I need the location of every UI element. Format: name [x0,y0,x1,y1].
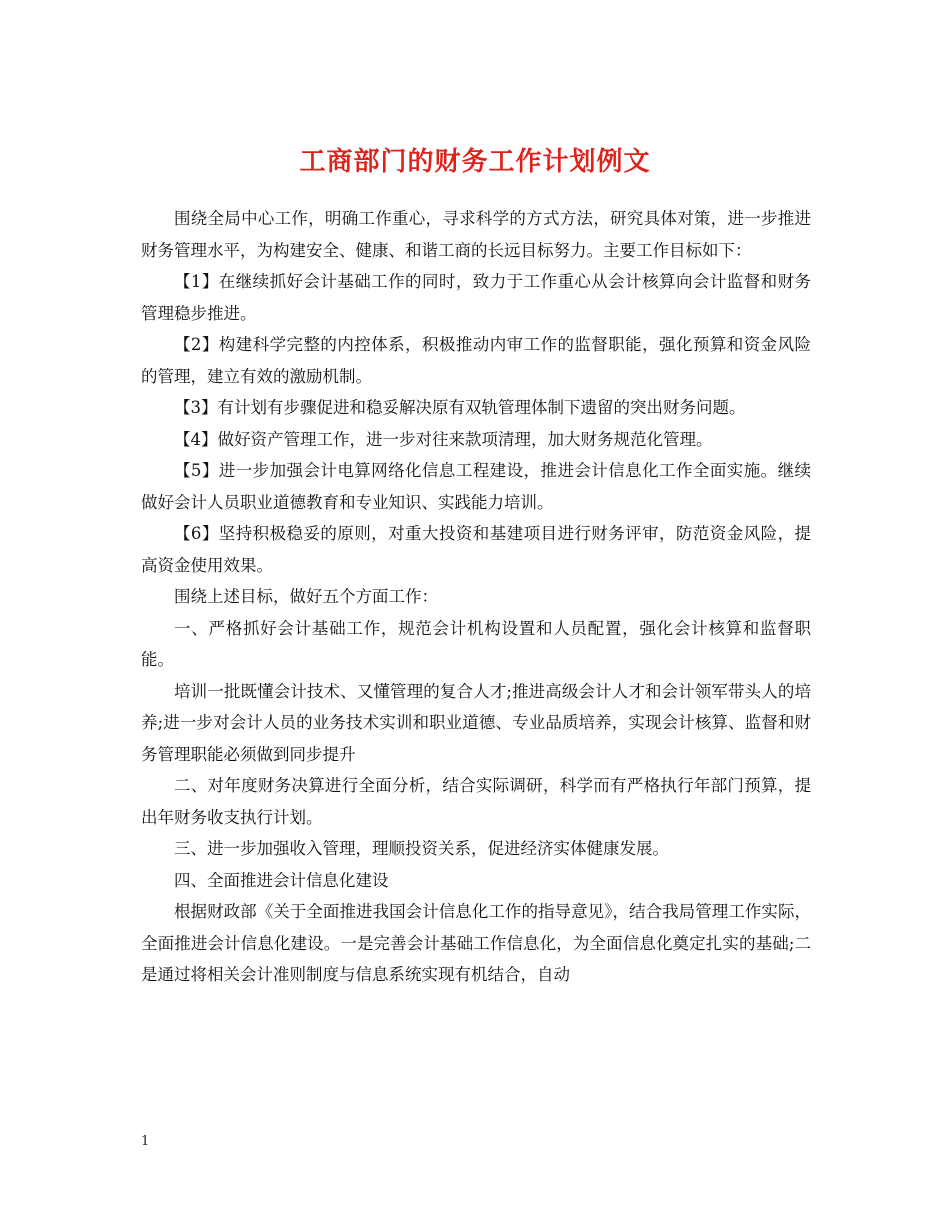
paragraph-goal-4: 【4】做好资产管理工作，进一步对往来款项清理，加大财务规范化管理。 [174,429,713,449]
paragraph-goal-5: 【5】进一步加强会计电算网络化信息工程建设，推进会计信息化工作全面实施。继续做好会计人员职业道德教育和专业知识、实践能力培训。 [141,461,811,512]
paragraph-work-3: 三、进一步加强收入管理，理顺投资关系，促进经济实体健康发展。 [174,839,669,858]
paragraph-goal-2: 【2】构建科学完整的内控体系，积极推动内审工作的监督职能，强化预算和资金风险的管理，建立有效的激励机制。 [141,335,811,386]
paragraph-training: 培训一批既懂会计技术、又懂管理的复合人才;推进高级会计人才和会计领军带头人的培养;进一步对会计人员的业务技术实训和职业道德、专业品质培养，实现会计核算、监督和财务管理职能必须做到同步提升 [141,681,811,764]
paragraph-informatization: 根据财政部《关于全面推进我国会计信息化工作的指导意见》，结合我局管理工作实际，全面推进会计信息化建设。一是完善会计基础工作信息化，为全面信息化奠定扎实的基础;二是通过将相关会计准则制度与信息系统实现有机结合，自动 [141,902,811,984]
paragraph-work-4: 四、全面推进会计信息化建设 [174,870,389,890]
paragraph-goal-1: 【1】在继续抓好会计基础工作的同时，致力于工作重心从会计核算向会计监督和财务管理稳步推进。 [141,272,811,323]
paragraph-work-2: 二、对年度财务决算进行全面分析，结合实际调研，科学而有严格执行年部门预算，提出年财务收支执行计划。 [141,776,811,827]
paragraph-work-intro: 围绕上述目标，做好五个方面工作： [174,587,438,606]
paragraph-work-1: 一、严格抓好会计基础工作，规范会计机构设置和人员配置，强化会计核算和监督职能。 [141,618,811,669]
page-number: 1 [141,1134,150,1149]
document-title: 工商部门的财务工作计划例文 [299,147,651,178]
paragraph-goal-3: 【3】有计划有步骤促进和稳妥解决原有双轨管理体制下遗留的突出财务问题。 [174,398,746,417]
document-body [141,203,811,991]
paragraph-intro: 围绕全局中心工作，明确工作重心，寻求科学的方式方法，研究具体对策，进一步推进财务管理水平，为构建安全、健康、和谐工商的长远目标努力。主要工作目标如下： [141,209,811,260]
paragraph-goal-6: 【6】坚持积极稳妥的原则，对重大投资和基建项目进行财务评审，防范资金风险，提高资金使用效果。 [141,524,811,575]
